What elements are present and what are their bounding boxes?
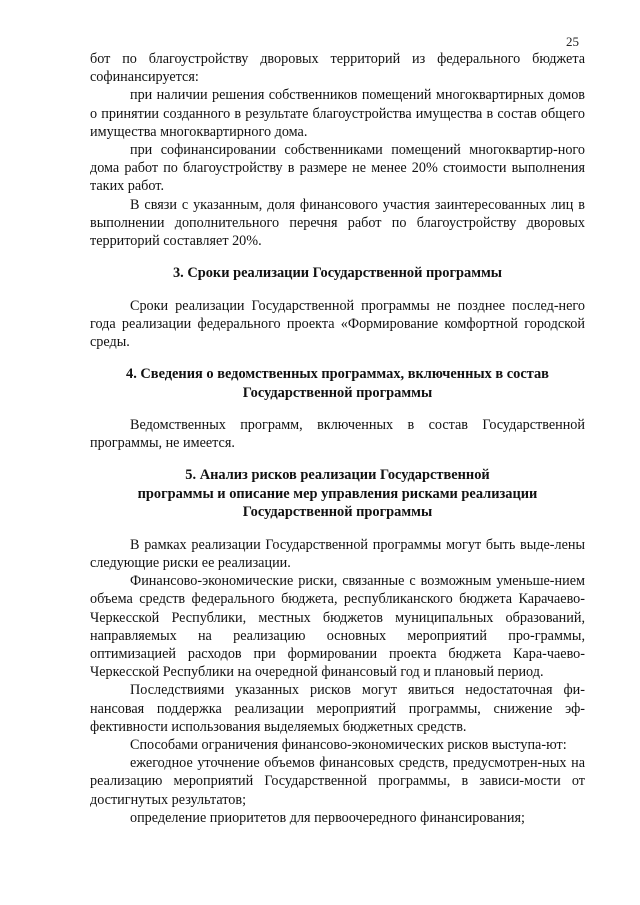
section-5-paragraph: Последствиями указанных рисков могут явиться недостаточная фи-нансовая поддержка реализации мероприятий программы, снижение эф-фективности использования выделяемых бюджетных средств. [90, 682, 585, 735]
section-5-heading [90, 466, 585, 521]
section-4-heading-line: 4. Сведения о ведомственных программах, включенных в состав [126, 366, 549, 383]
paragraph: при софинансировании собственниками помещений многоквартир-ного дома работ по благоустройству в размере не менее 20% стоимости выполнения таких работ. [90, 142, 585, 195]
section-4-heading-line: Государственной программы [242, 384, 433, 401]
section-3-paragraph: Сроки реализации Государственной программы не позднее послед-него года реализации федерального проекта «Формирование комфортной городской среды. [90, 297, 585, 351]
paragraph: В связи с указанным, доля финансового участия заинтересованных лиц в выполнении дополнительного перечня работ по благоустройству дворовых территорий составляет 20%. [90, 196, 585, 250]
paragraph-continuation: бот по благоустройству дворовых территорий из федерального бюджета софинансируется: [90, 51, 585, 86]
section-5-paragraph: В рамках реализации Государственной программы могут быть выде-лены следующие риски ее реализации. [90, 536, 585, 571]
section-4-paragraph: Ведомственных программ, включенных в состав Государственной программы, не имеется. [90, 417, 585, 452]
section-5-paragraph: ежегодное уточнение объемов финансовых средств, предусмотрен-ных на реализацию мероприятий Государственной программы, в зависи-мости от достигнутых результатов; [90, 755, 585, 808]
section-5-paragraph: Способами ограничения финансово-экономических рисков выступа-ют: [130, 736, 567, 753]
section-4-heading [90, 365, 585, 402]
section-3-heading: 3. Сроки реализации Государственной программы [172, 265, 503, 282]
section-5-paragraph: Финансово-экономические риски, связанные с возможным уменьше-нием объема средств федерального бюджета, республиканского бюджета Карачаево-Черкесской Республики, местных бюджетов муниципальных образований, направляемых на реализацию основных мероприятий про-граммы, оптимизацией расходов при формировании проекта бюджета Кара-чаево-Черкесской Республики на очередной финансовый год и плановый период. [90, 573, 585, 681]
section-5-heading-line: Государственной программы [242, 504, 433, 521]
section-5-paragraph: определение приоритетов для первоочередного финансирования; [130, 809, 525, 826]
section-5-heading-line: программы и описание мер управления рисками реализации [137, 485, 538, 502]
section-5-heading-line: 5. Анализ рисков реализации Государственной [185, 467, 490, 484]
page-number: 25 [566, 34, 579, 49]
document-body [90, 50, 585, 827]
paragraph: при наличии решения собственников помещений многоквартирных домов о принятии созданного в результате благоустройства имущества в состав общего имущества многоквартирного дома. [90, 87, 585, 140]
